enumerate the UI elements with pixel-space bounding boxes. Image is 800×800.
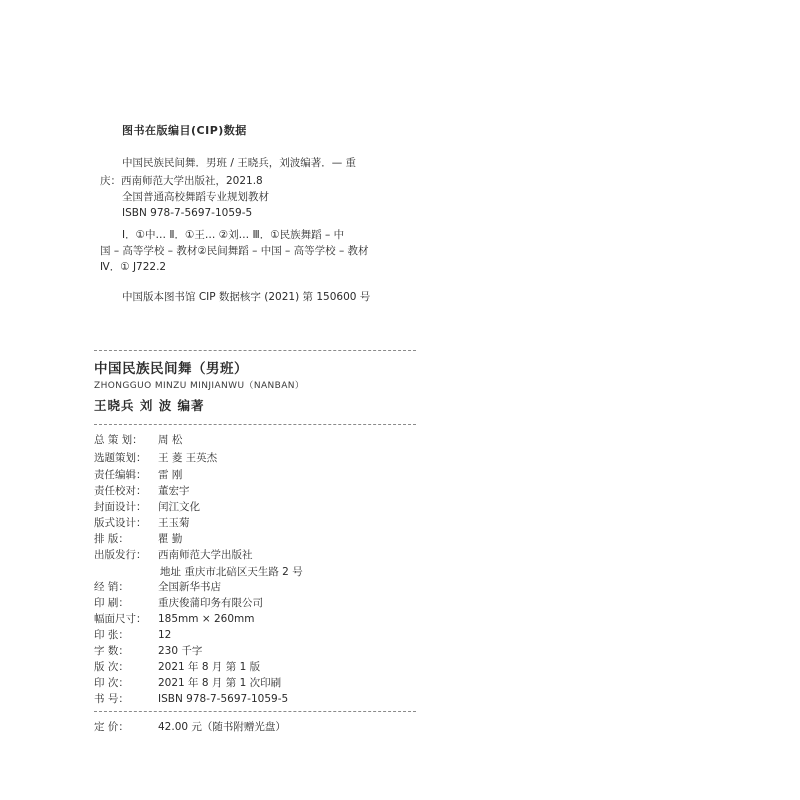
credit-label: 版式设计： [94, 517, 147, 529]
credit-row [94, 500, 200, 514]
credit-label: 出版发行： [94, 549, 147, 561]
credit-label: 排 版： [94, 533, 129, 545]
publishing-row [94, 676, 281, 690]
publishing-row [94, 660, 260, 674]
publishing-value: 185mm × 260mm [158, 613, 255, 625]
publishing-row [94, 612, 254, 626]
publishing-value: 2021 年 8 月 第 1 版 [158, 661, 261, 673]
publishing-label: 字 数： [94, 645, 129, 657]
credit-label: 选题策划： [94, 452, 147, 464]
separator-line [94, 711, 416, 712]
publishing-label: 幅面尺寸： [94, 613, 147, 625]
credit-value: 王玉菊 [158, 517, 190, 529]
cip-line: 庆：西南师范大学出版社，2021.8 [100, 175, 263, 187]
publishing-label: 经 销： [94, 581, 129, 593]
credit-value: 周 松 [158, 434, 183, 446]
credit-row [94, 484, 190, 498]
credit-row [94, 548, 253, 562]
cip-line: 中国版本图书馆 CIP 数据核字 (2021) 第 150600 号 [122, 291, 371, 303]
publishing-label: 版 次： [94, 661, 129, 673]
publishing-value: 230 千字 [158, 645, 203, 657]
publishing-row [94, 644, 202, 658]
credit-row [94, 532, 182, 546]
book-title: 中国民族民间舞（男班） [94, 361, 248, 377]
credit-value: 董宏宇 [158, 485, 190, 497]
publishing-row [94, 628, 171, 642]
credit-row [94, 468, 182, 482]
credit-row [94, 433, 182, 447]
publishing-row [94, 580, 221, 594]
separator-line [94, 424, 416, 425]
publishing-value: 全国新华书店 [158, 581, 221, 593]
publishing-label: 印 次： [94, 677, 129, 689]
credit-row [94, 516, 190, 530]
publishing-value: 2021 年 8 月 第 1 次印刷 [158, 677, 282, 689]
credit-row [94, 451, 217, 465]
publishing-value: ISBN 978-7-5697-1059-5 [158, 693, 289, 705]
cip-line: Ⅰ．①中… Ⅱ．①王… ②刘… Ⅲ．①民族舞蹈 – 中 [122, 229, 345, 241]
publishing-label: 印 张： [94, 629, 129, 641]
credit-value: 闰江文化 [158, 501, 200, 513]
credit-value: 瞿 勤 [158, 533, 183, 545]
publishing-row [94, 692, 288, 706]
price-label: 定 价： [94, 721, 129, 733]
credit-label: 责任校对： [94, 485, 147, 497]
credit-label: 封面设计： [94, 501, 147, 513]
credit-value: 雷 刚 [158, 469, 183, 481]
cip-line: Ⅳ．① J722.2 [100, 261, 167, 273]
publishing-value: 12 [158, 629, 172, 641]
price-row [94, 719, 286, 734]
cip-heading: 图书在版编目(CIP)数据 [122, 124, 247, 137]
separator-line [94, 350, 416, 351]
credit-label: 总 策 划： [94, 434, 143, 446]
credit-value: 西南师范大学出版社 [158, 549, 253, 561]
cip-line: 国 – 高等学校 – 教材②民间舞蹈 – 中国 – 高等学校 – 教材 [100, 245, 369, 257]
credit-value: 王 菱 王英杰 [158, 452, 218, 464]
cip-line: 全国普通高校舞蹈专业规划教材 [122, 191, 269, 203]
publisher-address: 地址 重庆市北碚区天生路 2 号 [160, 566, 303, 578]
book-pinyin: ZHONGGUO MINZU MINJIANWU（NANBAN） [94, 381, 305, 391]
book-authors: 王晓兵 刘 波 编著 [94, 398, 205, 413]
price-value: 42.00 元（随书附赠光盘） [158, 721, 286, 733]
publishing-label: 印 刷： [94, 597, 129, 609]
cip-line: 中国民族民间舞．男班 / 王晓兵，刘波编著．— 重 [122, 157, 357, 169]
publishing-value: 重庆俊蒲印务有限公司 [158, 597, 263, 609]
cip-line: ISBN 978-7-5697-1059-5 [122, 207, 253, 219]
credit-label: 责任编辑： [94, 469, 147, 481]
publishing-row [94, 596, 263, 610]
publishing-label: 书 号： [94, 693, 129, 705]
